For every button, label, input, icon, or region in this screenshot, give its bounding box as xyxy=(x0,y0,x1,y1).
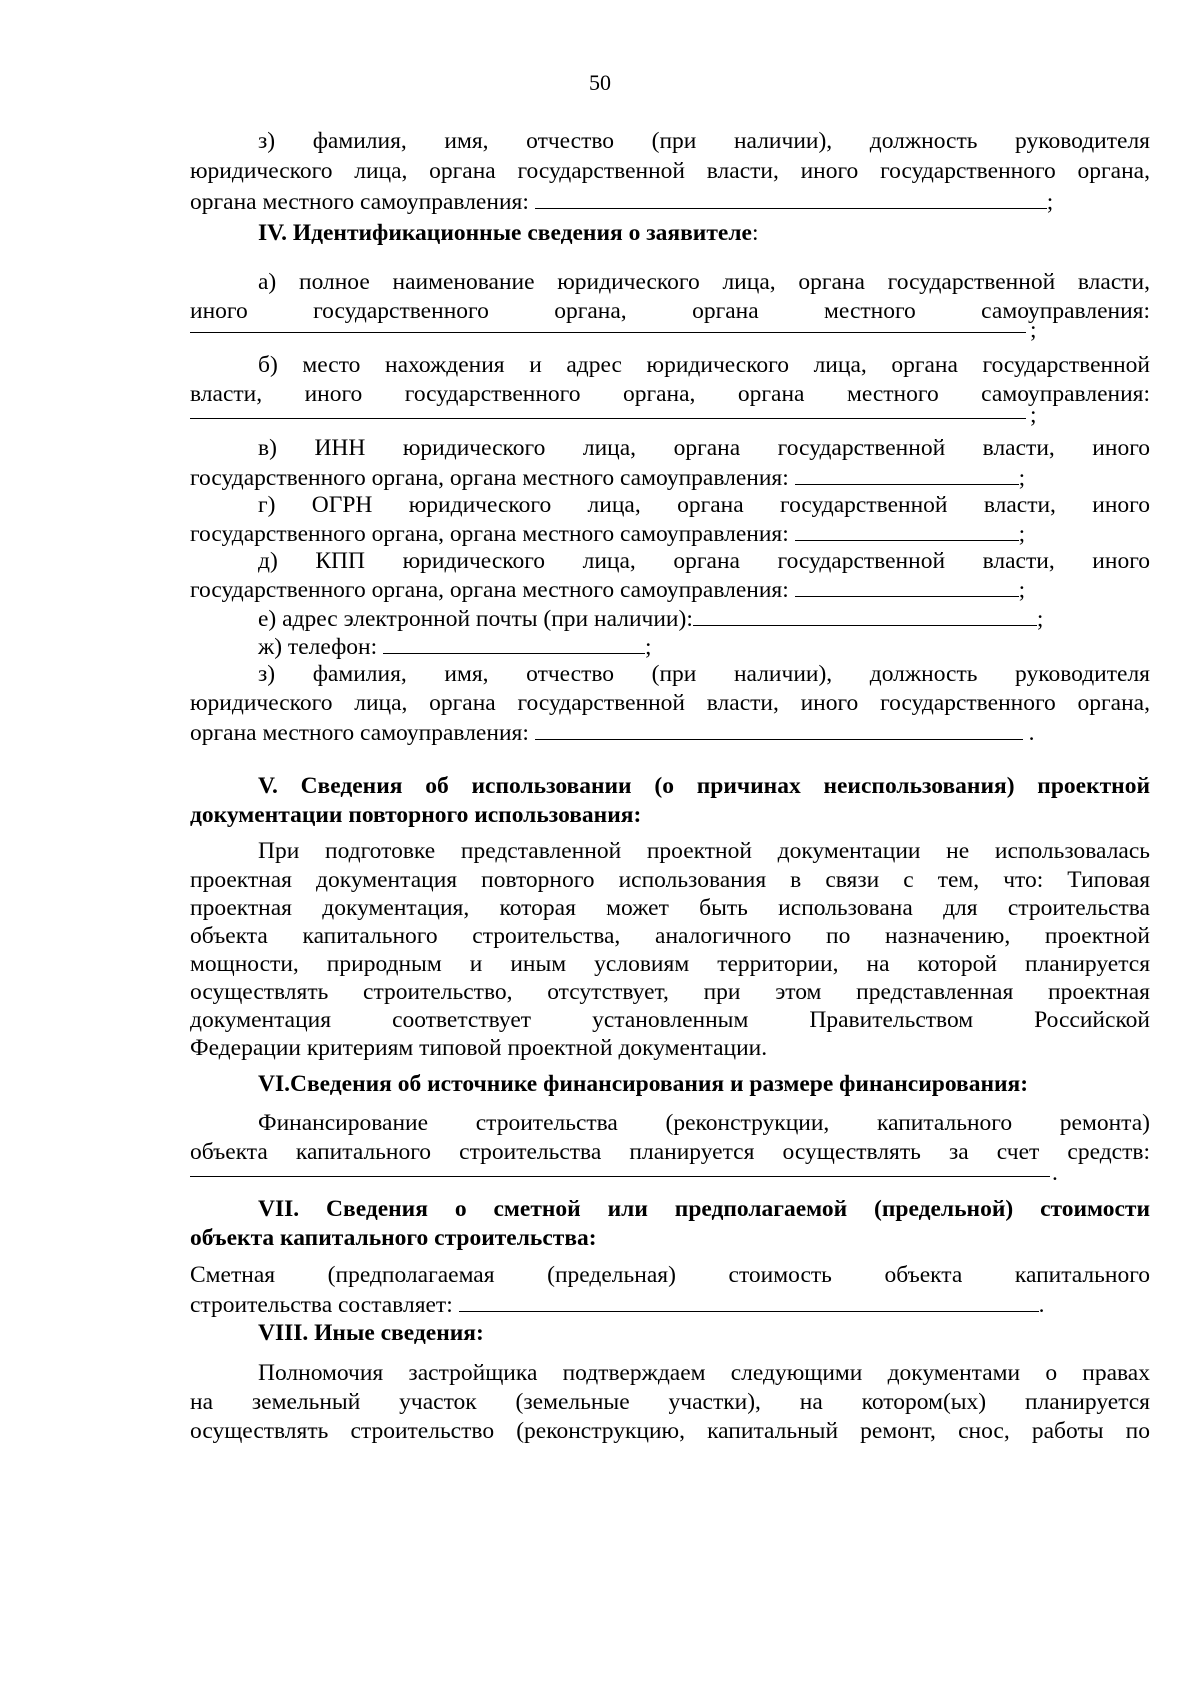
item-z-line-2: юридического лица, органа государственной власти, иного государственного органа, xyxy=(190,158,1150,184)
section-viii-heading: VIII. Иные сведения: xyxy=(258,1320,484,1346)
semicolon: ; xyxy=(1030,317,1037,343)
phone-field[interactable] xyxy=(383,631,645,654)
para-v-line-7: документация соответствует установленным Правительством Российской xyxy=(190,1007,1150,1033)
section-iv-heading: IV. Идентификационные сведения о заявителе: xyxy=(258,220,759,246)
para-viii-line-1: Полномочия застройщика подтверждаем следующими документами о правах xyxy=(258,1360,1150,1386)
para-v-line-8: Федерации критериям типовой проектной документации. xyxy=(190,1035,768,1061)
para-vi-line-2: объекта капитального строительства планируется осуществлять за счет средств: xyxy=(190,1139,1150,1165)
ogrn-field[interactable] xyxy=(795,518,1019,541)
item-z-line-3: органа местного самоуправления: ; xyxy=(190,186,1150,217)
inn-field[interactable] xyxy=(795,462,1019,485)
item-v-line-1: в) ИНН юридического лица, органа государственной власти, иного xyxy=(258,435,1150,461)
section-v-heading-2: документации повторного использования: xyxy=(190,802,642,828)
para-v-line-3: проектная документация, которая может быть использована для строительства xyxy=(190,895,1150,921)
section-vi-heading: VI.Сведения об источнике финансирования и размере финансирования: xyxy=(258,1071,1029,1097)
full-name-field[interactable] xyxy=(190,332,1026,333)
item-b-line-1: б) место нахождения и адрес юридического лица, органа государственной xyxy=(258,352,1150,378)
address-field[interactable] xyxy=(190,418,1026,419)
item-v-line-2: государственного органа, органа местного самоуправления: ; xyxy=(190,462,1150,493)
cost-field[interactable] xyxy=(459,1289,1039,1312)
item-g-line-2: государственного органа, органа местного самоуправления: ; xyxy=(190,518,1150,549)
applicant-leader-field[interactable] xyxy=(535,717,1023,740)
leader-name-field[interactable] xyxy=(535,186,1047,209)
item-z-line-1: з) фамилия, имя, отчество (при наличии), должность руководителя xyxy=(258,128,1150,154)
item-a-line-1: а) полное наименование юридического лица, органа государственной власти, xyxy=(258,269,1150,295)
item-b-line-2: власти, иного государственного органа, органа местного самоуправления: xyxy=(190,381,1150,407)
section-vii-heading-1: VII. Сведения о сметной или предполагаемой (предельной) стоимости xyxy=(258,1196,1150,1222)
item-d-line-2: государственного органа, органа местного самоуправления: ; xyxy=(190,574,1150,605)
item-z2-line-2: юридического лица, органа государственной власти, иного государственного органа, xyxy=(190,690,1150,716)
section-v-heading-1: V. Сведения об использовании (о причинах неиспользования) проектной xyxy=(258,773,1150,799)
para-vi-line-1: Финансирование строительства (реконструкции, капитального ремонта) xyxy=(258,1110,1150,1136)
item-z2-line-1: з) фамилия, имя, отчество (при наличии), должность руководителя xyxy=(258,661,1150,687)
kpp-field[interactable] xyxy=(795,574,1019,597)
section-vii-heading-2: объекта капитального строительства: xyxy=(190,1225,597,1251)
page-number: 50 xyxy=(589,70,611,95)
para-vii-line-1: Сметная (предполагаемая (предельная) стоимость объекта капитального xyxy=(190,1262,1150,1288)
para-v-line-4: объекта капитального строительства, аналогичного по назначению, проектной xyxy=(190,923,1150,949)
semicolon: ; xyxy=(1030,402,1037,428)
item-a-line-2: иного государственного органа, органа местного самоуправления: xyxy=(190,298,1150,324)
para-vii-line-2: строительства составляет: . xyxy=(190,1289,1150,1320)
item-e-line: е) адрес электронной почты (при наличии): ; xyxy=(258,603,1150,634)
item-zh-line: ж) телефон: ; xyxy=(258,631,1150,662)
email-field[interactable] xyxy=(693,603,1037,626)
para-viii-line-3: осуществлять строительство (реконструкцию, капитальный ремонт, снос, работы по xyxy=(190,1418,1150,1444)
para-v-line-2: проектная документация повторного использования в связи с тем, что: Типовая xyxy=(190,867,1150,893)
para-viii-line-2: на земельный участок (земельные участки), на котором(ых) планируется xyxy=(190,1389,1150,1415)
period: . xyxy=(1052,1160,1058,1186)
item-z2-line-3: органа местного самоуправления: . xyxy=(190,717,1150,748)
para-v-line-5: мощности, природным и иным условиям территории, на которой планируется xyxy=(190,951,1150,977)
para-v-line-6: осуществлять строительство, отсутствует, при этом представленная проектная xyxy=(190,979,1150,1005)
item-d-line-1: д) КПП юридического лица, органа государственной власти, иного xyxy=(258,548,1150,574)
para-v-line-1: При подготовке представленной проектной документации не использовалась xyxy=(258,838,1150,864)
financing-source-field[interactable] xyxy=(190,1176,1050,1177)
item-g-line-1: г) ОГРН юридического лица, органа государственной власти, иного xyxy=(258,492,1150,518)
